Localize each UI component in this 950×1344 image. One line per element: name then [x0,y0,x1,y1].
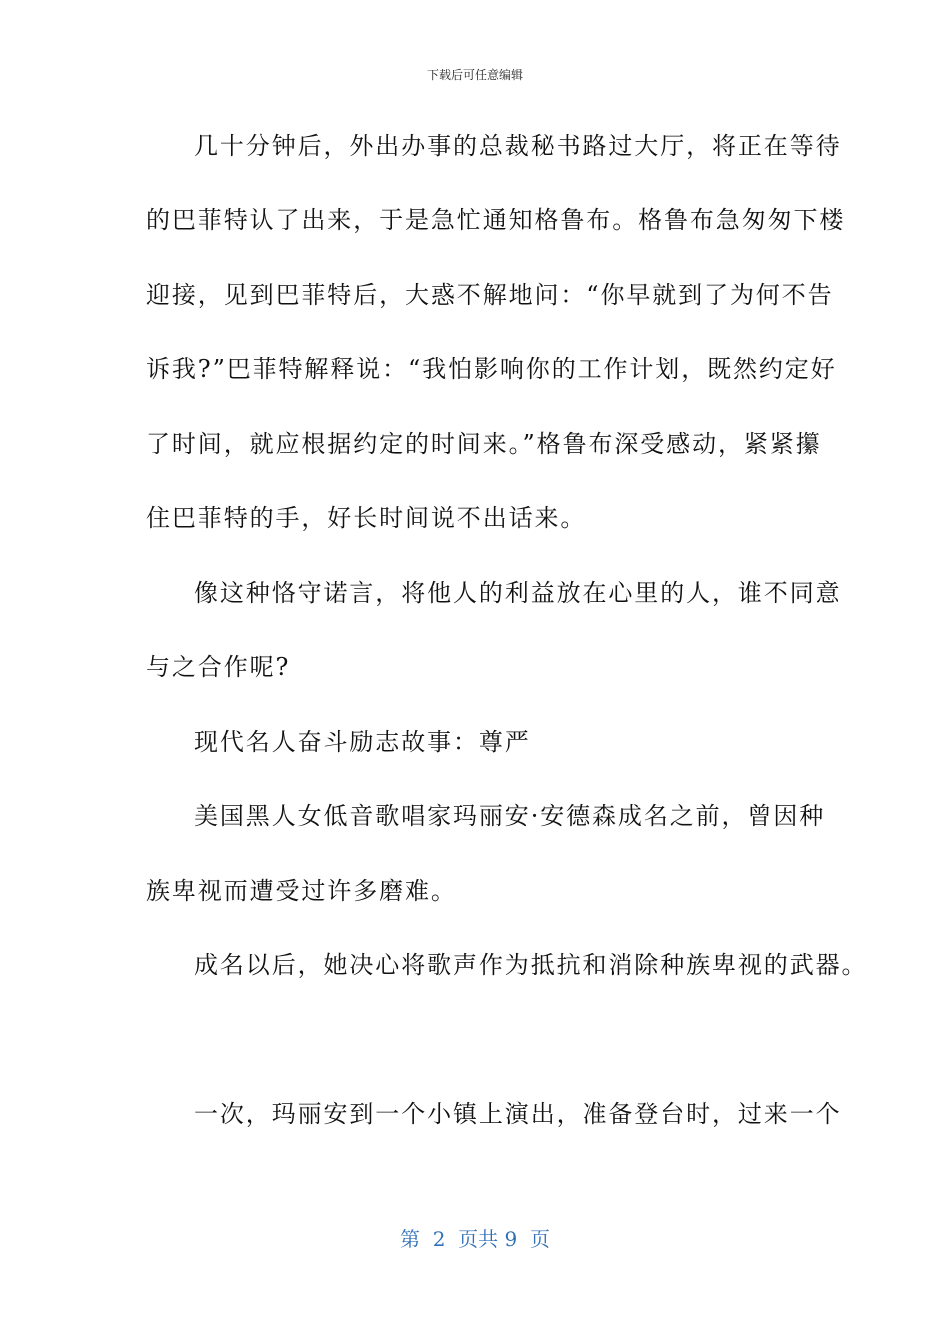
paragraph-line: 诉我?”巴菲特解释说：“我怕影响你的工作计划，既然约定好 [146,355,837,383]
paragraph-line: 迎接，见到巴菲特后，大惑不解地问：“你早就到了为何不告 [146,281,834,309]
paragraph-line: 的巴菲特认了出来，于是急忙通知格鲁布。格鲁布急匆匆下楼 [146,206,846,234]
page-header: 下载后可任意编辑 [426,68,523,82]
paragraph-line: 美国黑人女低音歌唱家玛丽安·安德森成名之前，曾因种 [194,802,826,830]
paragraph-line: 成名以后，她决心将歌声作为抵抗和消除种族卑视的武器。 [194,951,868,979]
paragraph-line: 像这种恪守诺言，将他人的利益放在心里的人，谁不同意 [194,579,842,607]
paragraph-line: 一次，玛丽安到一个小镇上演出，准备登台时，过来一个 [194,1100,842,1128]
section-heading: 现代名人奋斗励志故事：尊严 [194,728,531,756]
paragraph-line: 住巴菲特的手，好长时间说不出话来。 [146,504,587,532]
paragraph-line: 族卑视而遭受过许多磨难。 [146,877,457,905]
paragraph-line: 几十分钟后，外出办事的总裁秘书路过大厅，将正在等待 [194,132,842,160]
paragraph-line: 了时间，就应根据约定的时间来。”格鲁布深受感动，紧紧攥 [146,430,822,458]
paragraph-line: 与之合作呢? [146,653,291,681]
page-number-footer: 第 2 页共 9 页 [400,1227,550,1251]
